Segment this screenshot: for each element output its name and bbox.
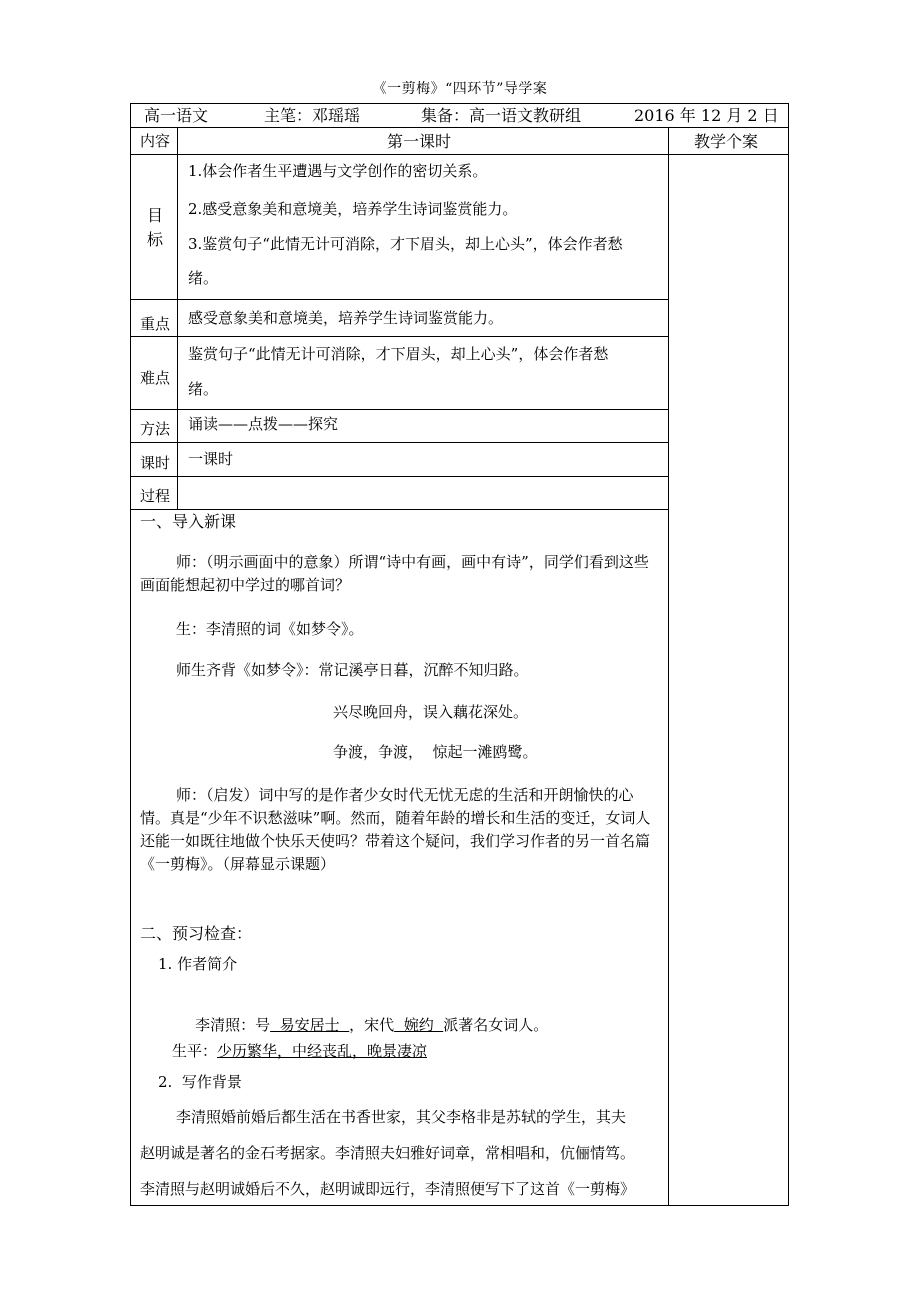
section-title: 二、预习检查：: [140, 924, 253, 943]
row-divider: [131, 336, 668, 337]
paragraph: 师：（明示画面中的意象）所谓“诗中有画，画中有诗”，同学们看到这些画面能想起初中学过的哪首词？: [140, 553, 649, 594]
bio-school: 婉约: [394, 1016, 444, 1034]
class-hours-label: 课时: [140, 454, 171, 472]
section-title: 一、导入新课: [140, 512, 237, 531]
background-text: 李清照与赵明诚婚后不久，赵明诚即远行，李清照便写下了这首《一剪梅》: [140, 1180, 636, 1198]
row-divider: [131, 442, 668, 443]
case-header: 教学个案: [694, 132, 759, 151]
bio-suffix: 派著名女词人。: [443, 1016, 549, 1034]
difficulty-text: 鉴赏句子“此情无计可消除，才下眉头，却上心头”，体会作者愁: [188, 345, 609, 363]
paragraph: 生：李清照的词《如梦令》。: [176, 620, 364, 638]
sub-heading: 2. 写作背景: [158, 1073, 242, 1091]
column-divider: [177, 127, 178, 509]
difficulty-text: 绪。: [188, 380, 219, 398]
life-text: 少历繁华，中经丧乱，晚景凄凉: [217, 1042, 428, 1060]
life-line: [172, 1044, 427, 1059]
sub-heading: 1. 作者简介: [158, 955, 238, 973]
key-point-label: 重点: [140, 315, 171, 333]
method-text: 诵读——点拨——探究: [188, 415, 339, 433]
goal-item: 3.鉴赏句子“此情无计可消除，才下眉头，却上心头”，体会作者愁: [188, 235, 623, 253]
background-text: 李清照婚前婚后都生活在书香世家，其父李格非是苏轼的学生，其夫: [176, 1108, 627, 1126]
column-divider: [668, 127, 669, 1205]
goal-item: 1.体会作者生平遭遇与文学创作的密切关系。: [188, 162, 488, 180]
class-hours-text: 一课时: [188, 450, 234, 468]
poem-line: 争渡，争渡， 惊起一滩鸥鹭。: [333, 743, 538, 761]
group-label: 集备：高一语文教研组: [421, 106, 582, 125]
lesson-plan-table: [130, 103, 789, 1206]
goals-label: 目: [147, 206, 164, 225]
subject-label: 高一语文: [144, 106, 209, 125]
method-label: 方法: [140, 420, 171, 438]
document-title: 《一剪梅》“四环节”导学案: [372, 81, 548, 97]
goals-label: 标: [147, 230, 164, 249]
author-label: 主笔：邓瑶瑶: [264, 106, 361, 125]
paragraph: 师生齐背《如梦令》：常记溪亭日暮，沉醉不知归路。: [176, 661, 529, 679]
row-divider: [131, 476, 668, 477]
difficulty-label: 难点: [140, 369, 171, 387]
row-divider: [131, 127, 788, 128]
key-point-text: 感受意象美和意境美，培养学生诗词鉴赏能力。: [188, 309, 504, 327]
row-divider: [131, 509, 668, 510]
paragraph: 师：（启发）词中写的是作者少女时代无忧无虑的生活和开朗愉快的心情。真是“少年不识愁滋味”啊。然而，随着年龄的增长和生活的变迁，女词人还能一如既往地做个快乐天使吗？带着这个疑问，我们学习作者的另一首名篇《一剪梅》。（屏幕显示课题）: [140, 786, 651, 873]
bio-prefix: 李清照：号: [195, 1016, 271, 1034]
bio-hao: 易安居士: [270, 1016, 350, 1034]
process-label: 过程: [140, 487, 171, 505]
life-prefix: 生平：: [172, 1042, 218, 1060]
poem-line: 兴尽晚回舟，误入藕花深处。: [333, 703, 529, 721]
date-label: 2016 年 12 月 2 日: [634, 106, 779, 125]
content-header: 内容: [140, 132, 171, 150]
goal-item: 2.感受意象美和意境美，培养学生诗词鉴赏能力。: [188, 200, 518, 218]
row-divider: [131, 299, 668, 300]
goal-item: 绪。: [188, 269, 219, 287]
bio-mid: ，宋代: [349, 1016, 395, 1034]
background-text: 赵明诚是著名的金石考据家。李清照夫妇雅好词章，常相唱和，伉俪情笃。: [140, 1144, 636, 1162]
lesson-header: 第一课时: [387, 132, 452, 151]
row-divider: [131, 154, 788, 155]
row-divider: [131, 409, 668, 410]
